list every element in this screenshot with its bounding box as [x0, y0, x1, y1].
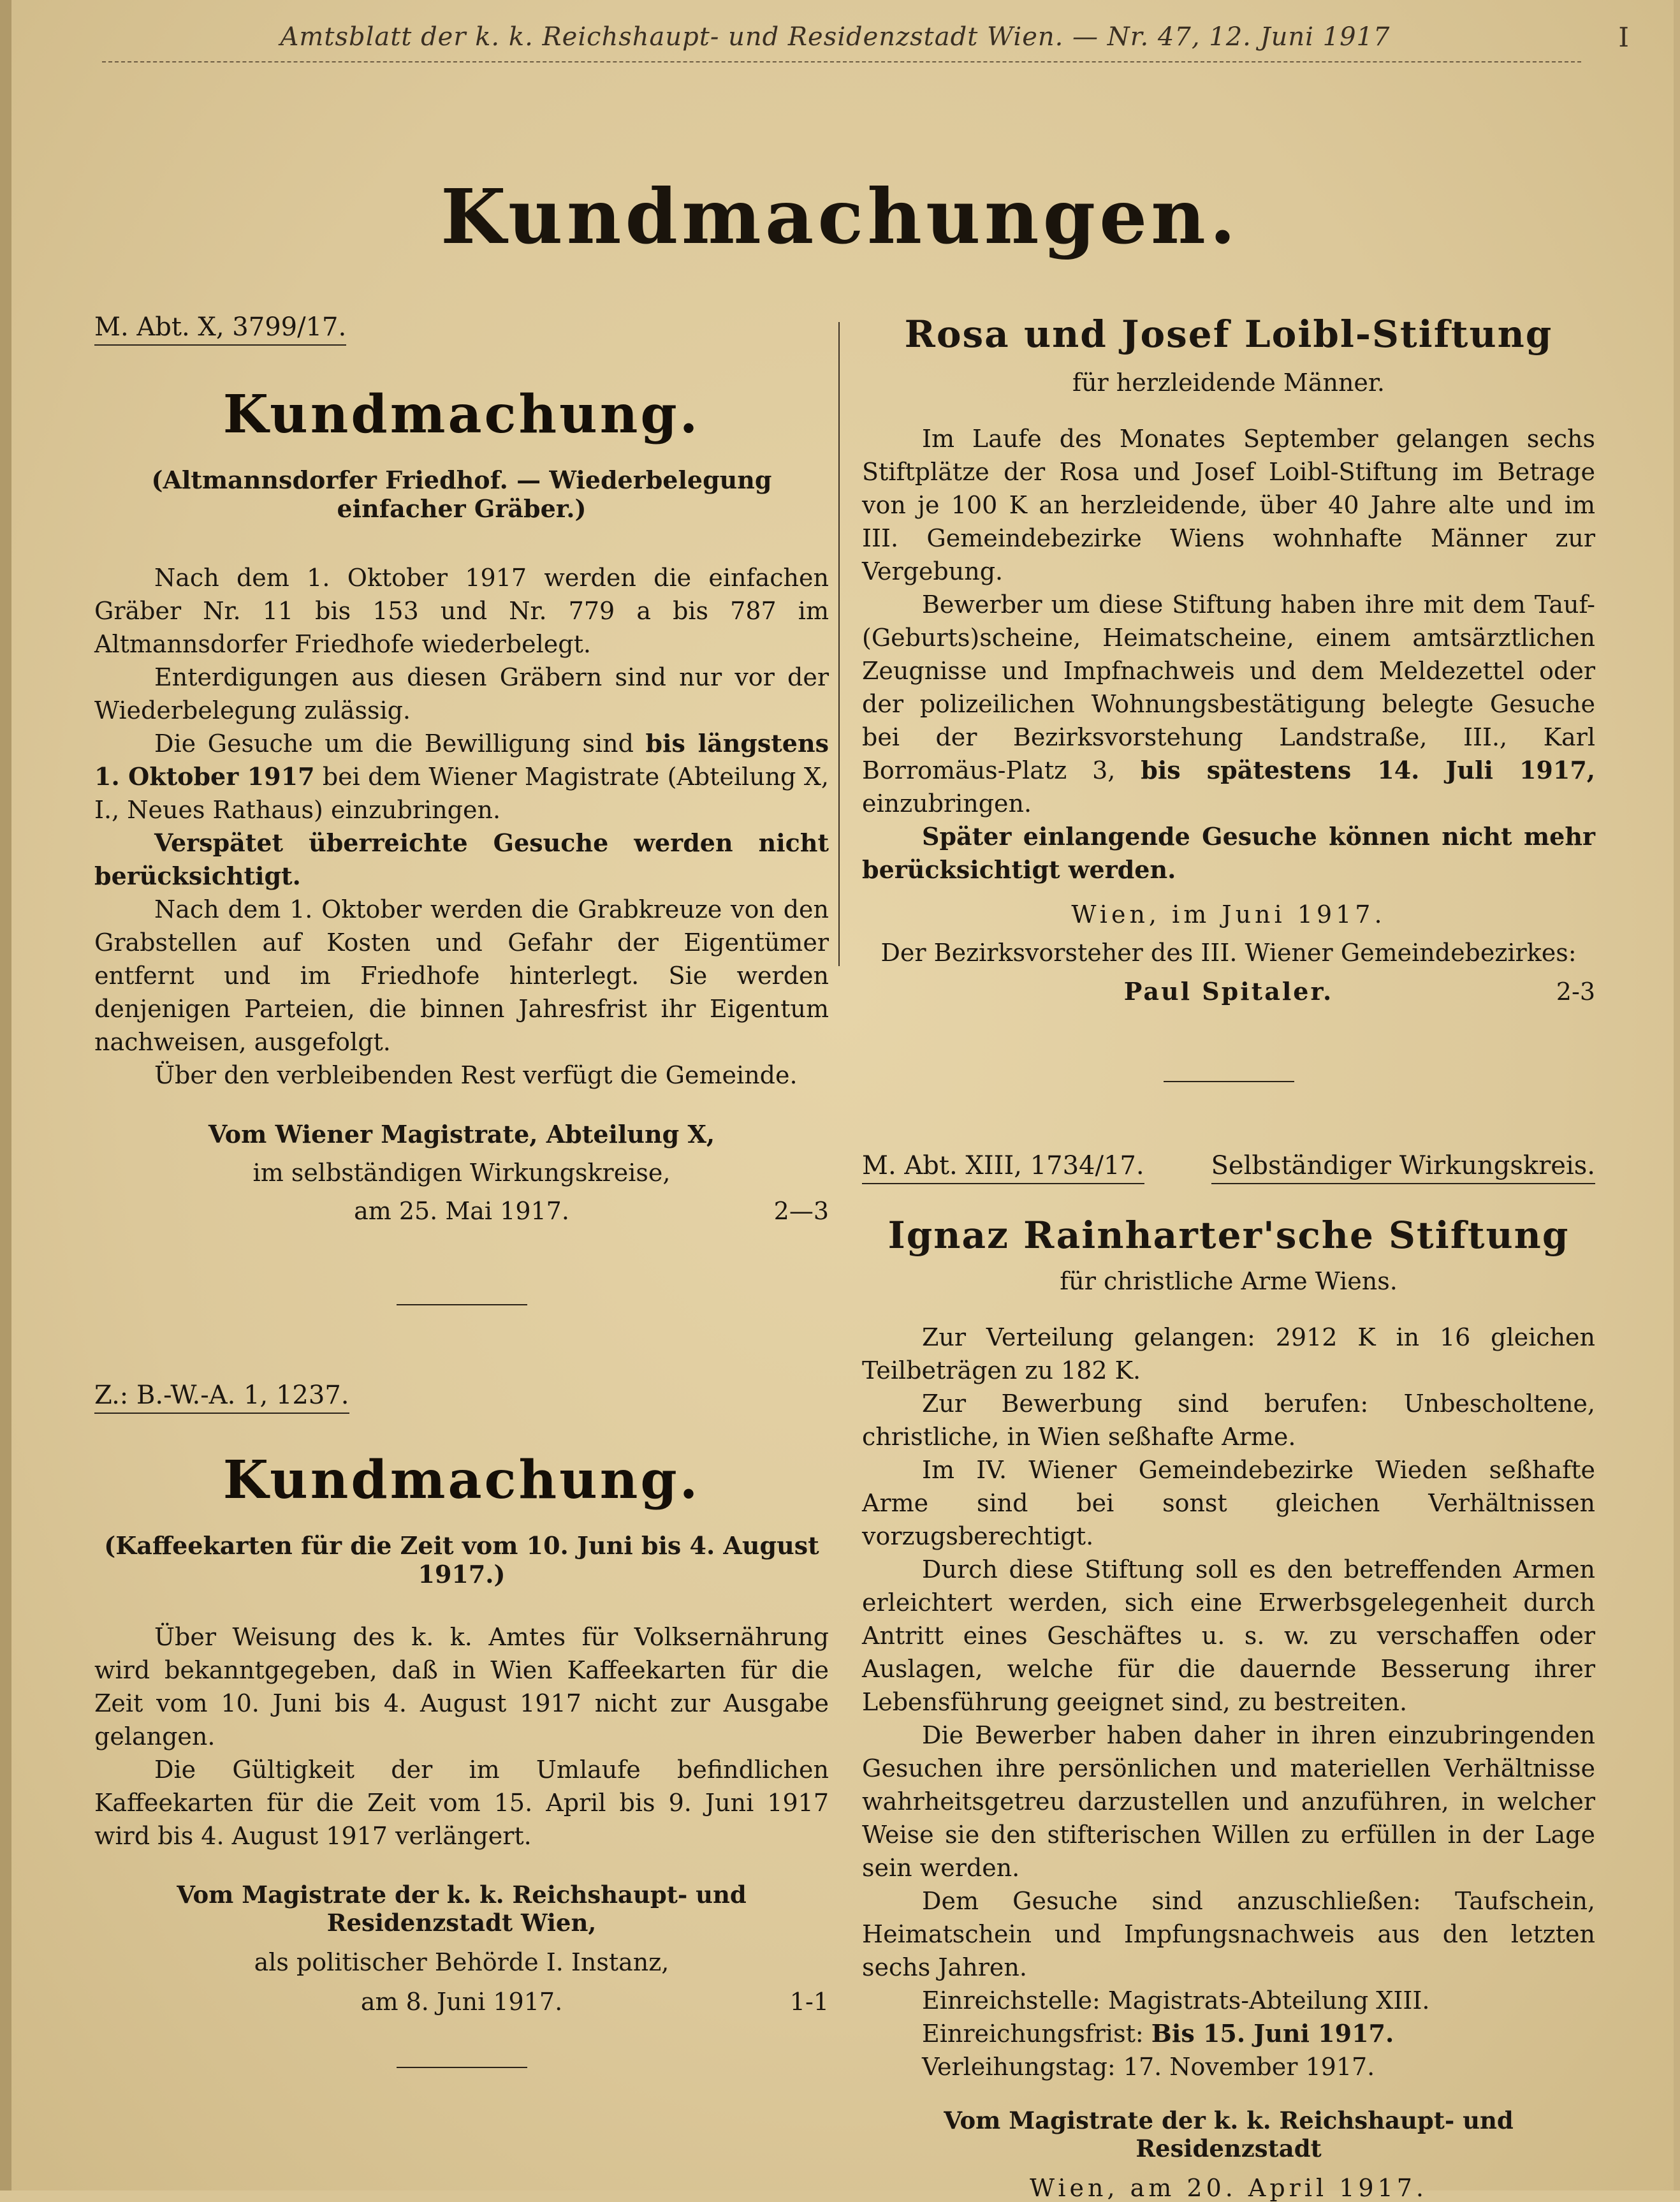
page-title: Kundmachungen. — [440, 172, 1240, 261]
place-date: Wien, im Juni 1917. — [1071, 900, 1386, 929]
notice-date: am 8. Juni 1917. — [360, 1988, 563, 2016]
insertion-counter: 1-1 — [789, 1988, 829, 2016]
notice-title: Ignaz Rainharter'sche Stiftung — [887, 1214, 1570, 1257]
signature-line: Vom Magistrate der k. k. Reichshaupt- und Residenzstadt Wien, — [177, 1881, 747, 1937]
paragraph: Dem Gesuche sind anzuschließen: Taufschein, Heimatschein und Impfungsnachweis aus den letzten sechs Jahren. — [862, 1887, 1595, 1981]
notice-subtitle: für christliche Arme Wiens. — [1060, 1267, 1398, 1295]
reference-number: M. Abt. X, 3799/17. — [94, 312, 346, 346]
notice-body — [94, 561, 829, 1092]
notice-body — [94, 1620, 829, 1853]
office-line: Der Bezirksvorsteher des III. Wiener Gemeindebezirkes: — [880, 939, 1577, 967]
running-header: Amtsblatt der k. k. Reichshaupt- und Residenzstadt Wien. — Nr. 47, 12. Juni 1917 — [280, 22, 1391, 52]
notice-body — [862, 422, 1595, 886]
reference-row — [862, 1151, 1595, 1184]
signature-line: Wien, am 20. April 1917. — [1029, 2174, 1428, 2202]
left-column — [94, 312, 829, 2068]
date-line — [94, 1197, 829, 1225]
notice-altmannsdorf — [94, 312, 829, 1225]
reference-number: Z.: B.-W.-A. 1, 1237. — [94, 1381, 349, 1414]
header-rule — [102, 61, 1581, 66]
paragraph: Die Gesuche um die Bewilligung sind bis längstens 1. Oktober 1917 bei dem Wiener Magistrate (Abteilung X, I., Neues Rathaus) einzubringen. — [94, 729, 829, 824]
signer-line — [862, 977, 1595, 1006]
jurisdiction-label: Selbständiger Wirkungskreis. — [1211, 1151, 1595, 1184]
insertion-counter: 2—3 — [773, 1197, 829, 1225]
signature-line: Vom Wiener Magistrate, Abteilung X, — [208, 1120, 715, 1149]
paragraph: Nach dem 1. Oktober 1917 werden die einfachen Gräber Nr. 11 bis 153 und Nr. 779 a bis 787 im Altmannsdorfer Friedhofe wiederbelegt. — [94, 564, 829, 658]
notice-subtitle: (Kaffeekarten für die Zeit vom 10. Juni bis 4. August 1917.) — [104, 1531, 819, 1589]
signature-line: im selbständigen Wirkungskreise, — [252, 1159, 671, 1187]
paragraph: Die Bewerber haben daher in ihren einzubringenden Gesuchen ihre persönlichen und materiellen Verhältnisse wahrheitsgetreu darzustellen und anzuführen, in welcher Weise sie den stifterischen Willen zu erfüllen in der Lage sein werden. — [862, 1721, 1595, 1882]
notice-title: Kundmachung. — [223, 1450, 701, 1511]
column-divider — [838, 322, 840, 966]
paragraph: Verleihungstag: 17. November 1917. — [922, 2053, 1375, 2081]
notice-date: am 25. Mai 1917. — [354, 1197, 569, 1225]
paragraph: Nach dem 1. Oktober werden die Grabkreuze von den Grabstellen auf Kosten und Gefahr der Eigentümer entfernt und im Friedhofe hinterlegt. Sie werden denjenigen Parteien, die binnen Jahresfrist ihr Eigentum nachweisen, ausgefolgt. — [94, 895, 829, 1056]
paragraph: Zur Bewerbung sind berufen: Unbescholtene, christliche, in Wien seßhafte Arme. — [862, 1390, 1595, 1451]
paragraph: Bewerber um diese Stiftung haben ihre mit dem Tauf- (Geburts)scheine, Heimatscheine, einem amtsärztlichen Zeugnisse und Impfnachweis und dem Meldezettel oder der polizeilichen Wohnungsbestätigung belegte Gesuche bei der Bezirksvorstehung Landstraße, III., Karl Borromäus-Platz 3, bis spätestens 14. Juli 1917, einzubringen. — [862, 591, 1595, 818]
notice-kaffeekarten — [94, 1381, 829, 2016]
separator — [1164, 1081, 1294, 1082]
paragraph: Im IV. Wiener Gemeindebezirke Wieden seßhafte Arme sind bei sonst gleichen Verhältnissen vorzugsberechtigt. — [862, 1456, 1595, 1550]
date-line — [94, 1988, 829, 2016]
signer-name: Paul Spitaler. — [1123, 977, 1334, 1006]
paragraph: Im Laufe des Monates September gelangen sechs Stiftplätze der Rosa und Josef Loibl-Stiftung im Betrage von je 100 K an herzleidende, über 40 Jahre alte und im III. Gemeindebezirke Wiens wohnhafte Männer zur Vergebung. — [862, 425, 1595, 585]
notice-title: Rosa und Josef Loibl-Stiftung — [904, 312, 1553, 356]
paragraph: Einreichstelle: Magistrats-Abteilung XIII. — [922, 1986, 1430, 2015]
paragraph: Einreichungsfrist: Bis 15. Juni 1917. — [922, 2019, 1394, 2048]
separator — [397, 2067, 527, 2068]
paragraph: Durch diese Stiftung soll es den betreffenden Armen erleichtert werden, sich eine Erwerbsgelegenheit durch Antritt eines Geschäftes u. s. w. zu verschaffen oder Auslagen, welche für die dauernde Besserung ihrer Lebensführung geeignet sind, zu bestreiten. — [862, 1555, 1595, 1716]
separator — [397, 1304, 527, 1305]
reference-number: M. Abt. XIII, 1734/17. — [862, 1151, 1144, 1184]
paragraph: Zur Verteilung gelangen: 2912 K in 16 gleichen Teilbeträgen zu 182 K. — [862, 1323, 1595, 1384]
notice-subtitle: für herzleidende Männer. — [1072, 369, 1385, 397]
paragraph: Später einlangende Gesuche können nicht mehr berücksichtigt werden. — [862, 822, 1595, 884]
notice-body — [862, 1321, 1595, 2083]
paragraph: Enterdigungen aus diesen Gräbern sind nur vor der Wiederbelegung zulässig. — [94, 663, 829, 724]
signature-line: als politischer Behörde I. Instanz, — [254, 1948, 669, 1976]
signature-line: Vom Magistrate der k. k. Reichshaupt- und Residenzstadt — [944, 2106, 1514, 2162]
paragraph: Über den verbleibenden Rest verfügt die Gemeinde. — [154, 1061, 798, 1089]
paragraph: Verspätet überreichte Gesuche werden nicht berücksichtigt. — [94, 828, 829, 890]
insertion-counter: 2-3 — [1556, 978, 1595, 1006]
paragraph: Die Gültigkeit der im Umlaufe befindlichen Kaffeekarten für die Zeit vom 15. April bis 9. Juni 1917 wird bis 4. August 1917 verlängert. — [94, 1756, 829, 1850]
page-number: I — [1618, 21, 1629, 53]
paragraph: Über Weisung des k. k. Amtes für Volksernährung wird bekanntgegeben, daß in Wien Kaffeekarten für die Zeit vom 10. Juni bis 4. August 1917 nicht zur Ausgabe gelangen. — [94, 1623, 829, 1751]
notice-rainharter-stiftung — [862, 1151, 1595, 2202]
notice-loibl-stiftung — [862, 312, 1595, 1006]
notice-title: Kundmachung. — [223, 384, 701, 445]
notice-subtitle: (Altmannsdorfer Friedhof. — Wiederbelegung einfacher Gräber.) — [151, 466, 772, 523]
right-column — [862, 312, 1595, 2202]
